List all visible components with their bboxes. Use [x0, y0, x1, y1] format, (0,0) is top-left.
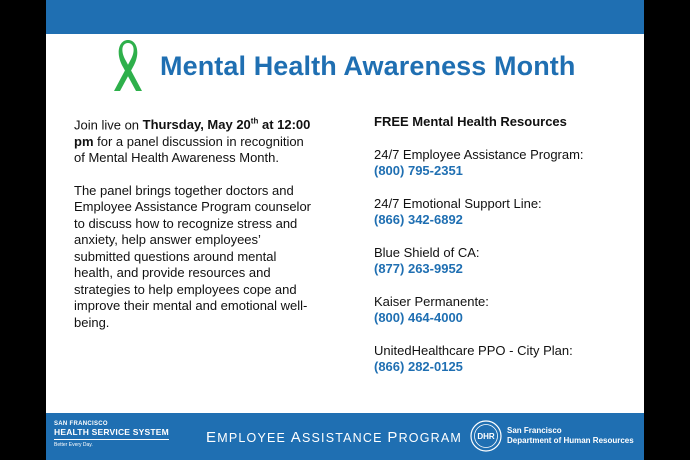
eap-word: SSISTANCE [301, 431, 388, 445]
resource-item [374, 343, 634, 376]
resource-item [374, 196, 634, 229]
resource-phone[interactable]: (866) 342-6892 [374, 212, 463, 227]
eap-initial: P [387, 429, 399, 446]
hss-tagline: Better Every Day. [54, 441, 93, 448]
event-description [74, 114, 314, 347]
resource-item [374, 147, 634, 180]
resource-label: 24/7 Employee Assistance Program: [374, 146, 584, 162]
footer-bar [46, 413, 644, 460]
event-date: Thursday, May 20 [142, 117, 251, 133]
resource-label: 24/7 Emotional Support Line: [374, 195, 542, 211]
eap-initial: A [290, 429, 302, 446]
event-time: at 12:00 pm [74, 117, 311, 149]
hss-logo-name: HEALTH SERVICE SYSTEM [54, 428, 169, 440]
svg-text:DHR: DHR [477, 432, 495, 441]
panel-paragraph: The panel brings together doctors and Employee Assistance Program counselor to discuss how to recognize stress and anxiety, help answer employees’ submitted questions around mental health, and provide resources and strategies to help employees cope and improve their mental and emotional well-being. [74, 182, 312, 330]
date-ordinal: th [250, 117, 259, 126]
resource-item [374, 245, 634, 278]
resource-phone[interactable]: (800) 464-4000 [374, 310, 463, 325]
intro-paragraph [74, 114, 314, 167]
title-row [106, 38, 575, 94]
slide [46, 0, 644, 460]
hss-logo [54, 421, 169, 448]
resources-heading: FREE Mental Health Resources [374, 114, 567, 129]
eap-wordmark [206, 429, 462, 446]
hss-logo-line1: SAN FRANCISCO [54, 421, 108, 427]
resource-label: Blue Shield of CA: [374, 244, 480, 260]
resource-phone[interactable]: (877) 263-9952 [374, 261, 463, 276]
intro-suffix: for a panel discussion in recognition of Mental Health Awareness Month. [74, 133, 304, 166]
dhr-text [507, 426, 634, 447]
resource-label: Kaiser Permanente: [374, 293, 489, 309]
awareness-ribbon-icon [106, 39, 150, 93]
eap-initial: E [206, 429, 218, 446]
dhr-line2: Department of Human Resources [507, 436, 634, 445]
resource-phone[interactable]: (866) 282-0125 [374, 359, 463, 374]
intro-prefix: Join live on [74, 117, 143, 133]
resources-list [374, 114, 634, 392]
eap-word: MPLOYEE [217, 431, 291, 445]
resource-phone[interactable]: (800) 795-2351 [374, 163, 463, 178]
eap-word: ROGRAM [398, 431, 463, 445]
resource-label: UnitedHealthcare PPO - City Plan: [374, 342, 573, 358]
top-banner [46, 0, 644, 34]
resource-item [374, 294, 634, 327]
page-title: Mental Health Awareness Month [160, 50, 576, 81]
dhr-seal-icon [470, 420, 502, 452]
dhr-logo [470, 420, 634, 452]
dhr-line1: San Francisco [507, 425, 562, 435]
